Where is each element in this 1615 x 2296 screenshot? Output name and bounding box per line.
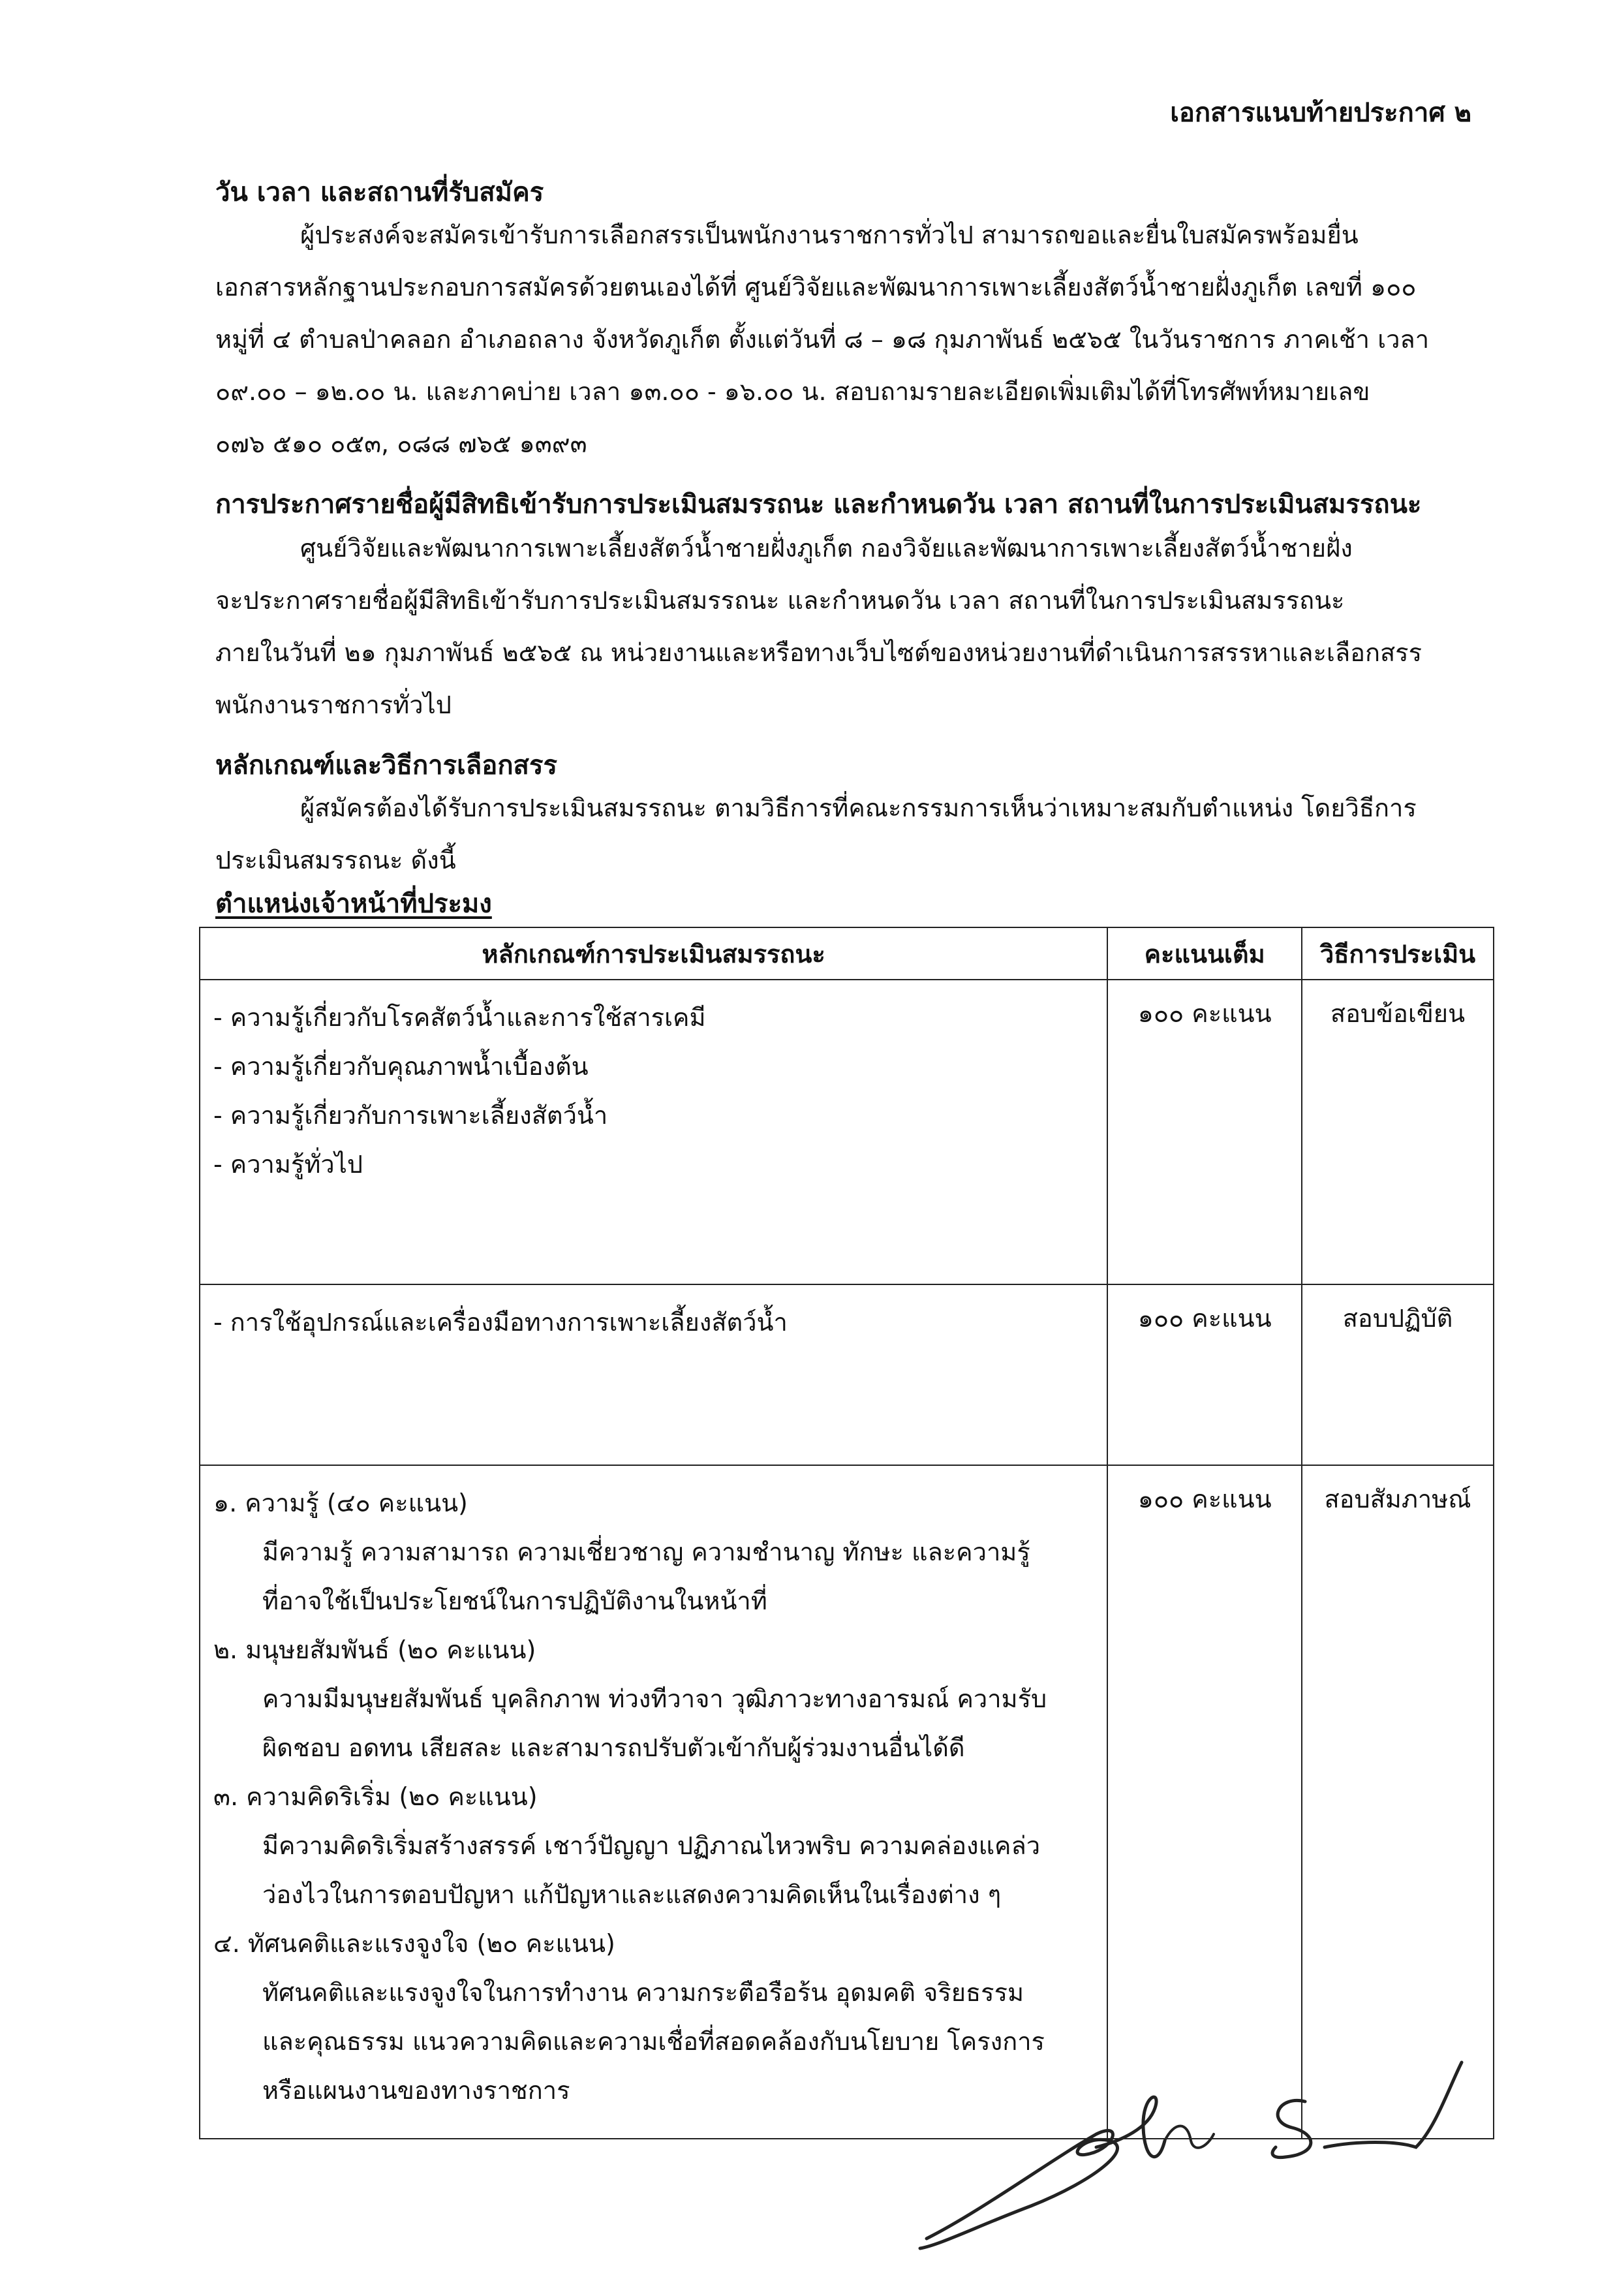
- column-header-criteria: หลักเกณฑ์การประเมินสมรรถนะ: [200, 927, 1107, 980]
- position-title: ตำแหน่งเจ้าหน้าที่ประมง: [215, 889, 492, 919]
- paragraph-line: หมู่ที่ ๔ ตำบลป่าคลอก อำเภอถลาง จังหวัดภูเก็ต ตั้งแต่วันที่ ๘ – ๑๘ กุมภาพันธ์ ๒๕๖๕ ในวันราชการ ภาคเช้า เวลา: [215, 325, 1430, 354]
- criteria-detail: ที่อาจใช้เป็นประโยชน์ในการปฏิบัติงานในหน้าที่: [262, 1587, 767, 1615]
- criteria-item: - ความรู้เกี่ยวกับโรคสัตว์น้ำและการใช้สารเคมี: [213, 1003, 706, 1032]
- document-reference: เอกสารแนบท้ายประกาศ ๒: [1170, 98, 1471, 128]
- criteria-detail: ว่องไวในการตอบปัญหา แก้ปัญหาและแสดงความคิดเห็นในเรื่องต่าง ๆ: [262, 1880, 1002, 1909]
- criteria-heading: ๔. ทัศนคติและแรงจูงใจ (๒๐ คะแนน): [213, 1929, 615, 1958]
- criteria-detail: มีความรู้ ความสามารถ ความเชี่ยวชาญ ความชำนาญ ทักษะ และความรู้: [262, 1538, 1030, 1566]
- column-header-full-score: คะแนนเต็ม: [1107, 927, 1302, 980]
- criteria-item: - ความรู้เกี่ยวกับการเพาะเลี้ยงสัตว์น้ำ: [213, 1101, 608, 1130]
- section-title-selection-criteria: หลักเกณฑ์และวิธีการเลือกสรร: [215, 751, 557, 781]
- method-cell: สอบข้อเขียน: [1302, 980, 1494, 1284]
- table-row: [200, 1465, 1494, 2139]
- assessment-criteria-table: [199, 927, 1494, 2139]
- paragraph-line: ๐๙.๐๐ – ๑๒.๐๐ น. และภาคบ่าย เวลา ๑๓.๐๐ - ๑๖.๐๐ น. สอบถามรายละเอียดเพิ่มเติมได้ที่โทรศัพท์หมายเลข: [215, 377, 1370, 406]
- criteria-detail: ทัศนคติและแรงจูงใจในการทำงาน ความกระตือรือร้น อุดมคติ จริยธรรม: [262, 1978, 1024, 2007]
- paragraph-line: ๐๗๖ ๕๑๐ ๐๕๓, ๐๘๘ ๗๖๕ ๑๓๙๓: [215, 429, 587, 458]
- method-cell: สอบปฏิบัติ: [1302, 1284, 1494, 1465]
- paragraph-line: ประเมินสมรรถนะ ดังนี้: [215, 846, 456, 875]
- criteria-item: - ความรู้ทั่วไป: [213, 1150, 363, 1179]
- criteria-heading: ๓. ความคิดริเริ่ม (๒๐ คะแนน): [213, 1782, 538, 1811]
- paragraph-line: จะประกาศรายชื่อผู้มีสิทธิเข้ารับการประเมินสมรรถนะ และกำหนดวัน เวลา สถานที่ในการประเมินสมรรถนะ: [215, 586, 1345, 615]
- criteria-item: - ความรู้เกี่ยวกับคุณภาพน้ำเบื้องต้น: [213, 1052, 589, 1081]
- paragraph-line: ภายในวันที่ ๒๑ กุมภาพันธ์ ๒๕๖๕ ณ หน่วยงานและหรือทางเว็บไซต์ของหน่วยงานที่ดำเนินการสรรหาและเลือกสรร: [215, 638, 1422, 667]
- criteria-cell: [200, 1465, 1107, 2139]
- paragraph-line: ผู้สมัครต้องได้รับการประเมินสมรรถนะ ตามวิธีการที่คณะกรรมการเห็นว่าเหมาะสมกับตำแหน่ง โดยวิธีการ: [300, 794, 1417, 822]
- criteria-detail: หรือแผนงานของทางราชการ: [262, 2076, 570, 2105]
- paragraph-line: พนักงานราชการทั่วไป: [215, 690, 452, 719]
- handwritten-signature: [900, 2049, 1488, 2258]
- column-header-method: วิธีการประเมิน: [1302, 927, 1494, 980]
- section-body-selection-criteria: [215, 782, 1468, 886]
- section-body-announcement: [215, 522, 1468, 731]
- criteria-heading: ๑. ความรู้ (๔๐ คะแนน): [213, 1489, 468, 1517]
- criteria-heading: ๒. มนุษยสัมพันธ์ (๒๐ คะแนน): [213, 1636, 536, 1664]
- criteria-cell: [200, 1284, 1107, 1465]
- section-title-application-schedule: วัน เวลา และสถานที่รับสมัคร: [215, 178, 544, 208]
- table-row: [200, 1284, 1494, 1465]
- section-body-application-schedule: [215, 209, 1468, 470]
- criteria-detail: และคุณธรรม แนวความคิดและความเชื่อที่สอดคล้องกับนโยบาย โครงการ: [262, 2027, 1045, 2056]
- section-title-announcement: การประกาศรายชื่อผู้มีสิทธิเข้ารับการประเมินสมรรถนะ และกำหนดวัน เวลา สถานที่ในการประเมินสมรรถนะ: [215, 489, 1422, 520]
- score-cell: ๑๐๐ คะแนน: [1107, 1465, 1302, 2139]
- criteria-detail: ผิดชอบ อดทน เสียสละ และสามารถปรับตัวเข้ากับผู้ร่วมงานอื่นได้ดี: [262, 1733, 965, 1762]
- criteria-detail: มีความคิดริเริ่มสร้างสรรค์ เชาว์ปัญญา ปฏิภาณไหวพริบ ความคล่องแคล่ว: [262, 1831, 1041, 1860]
- table-header-row: [200, 927, 1494, 980]
- criteria-item: - การใช้อุปกรณ์และเครื่องมือทางการเพาะเลี้ยงสัตว์น้ำ: [213, 1308, 788, 1337]
- table-row: [200, 980, 1494, 1284]
- paragraph-line: ผู้ประสงค์จะสมัครเข้ารับการเลือกสรรเป็นพนักงานราชการทั่วไป สามารถขอและยื่นใบสมัครพร้อมยื่น: [300, 221, 1359, 249]
- criteria-cell: [200, 980, 1107, 1284]
- method-cell: สอบสัมภาษณ์: [1302, 1465, 1494, 2139]
- criteria-detail: ความมีมนุษยสัมพันธ์ บุคลิกภาพ ท่วงทีวาจา วุฒิภาวะทางอารมณ์ ความรับ: [262, 1684, 1047, 1713]
- paragraph-line: ศูนย์วิจัยและพัฒนาการเพาะเลี้ยงสัตว์น้ำชายฝั่งภูเก็ต กองวิจัยและพัฒนาการเพาะเลี้ยงสัตว์น้ำชายฝั่ง: [300, 534, 1353, 563]
- paragraph-line: เอกสารหลักฐานประกอบการสมัครด้วยตนเองได้ที่ ศูนย์วิจัยและพัฒนาการเพาะเลี้ยงสัตว์น้ำชายฝั่งภูเก็ต เลขที่ ๑๐๐: [215, 273, 1417, 302]
- score-cell: ๑๐๐ คะแนน: [1107, 1284, 1302, 1465]
- score-cell: ๑๐๐ คะแนน: [1107, 980, 1302, 1284]
